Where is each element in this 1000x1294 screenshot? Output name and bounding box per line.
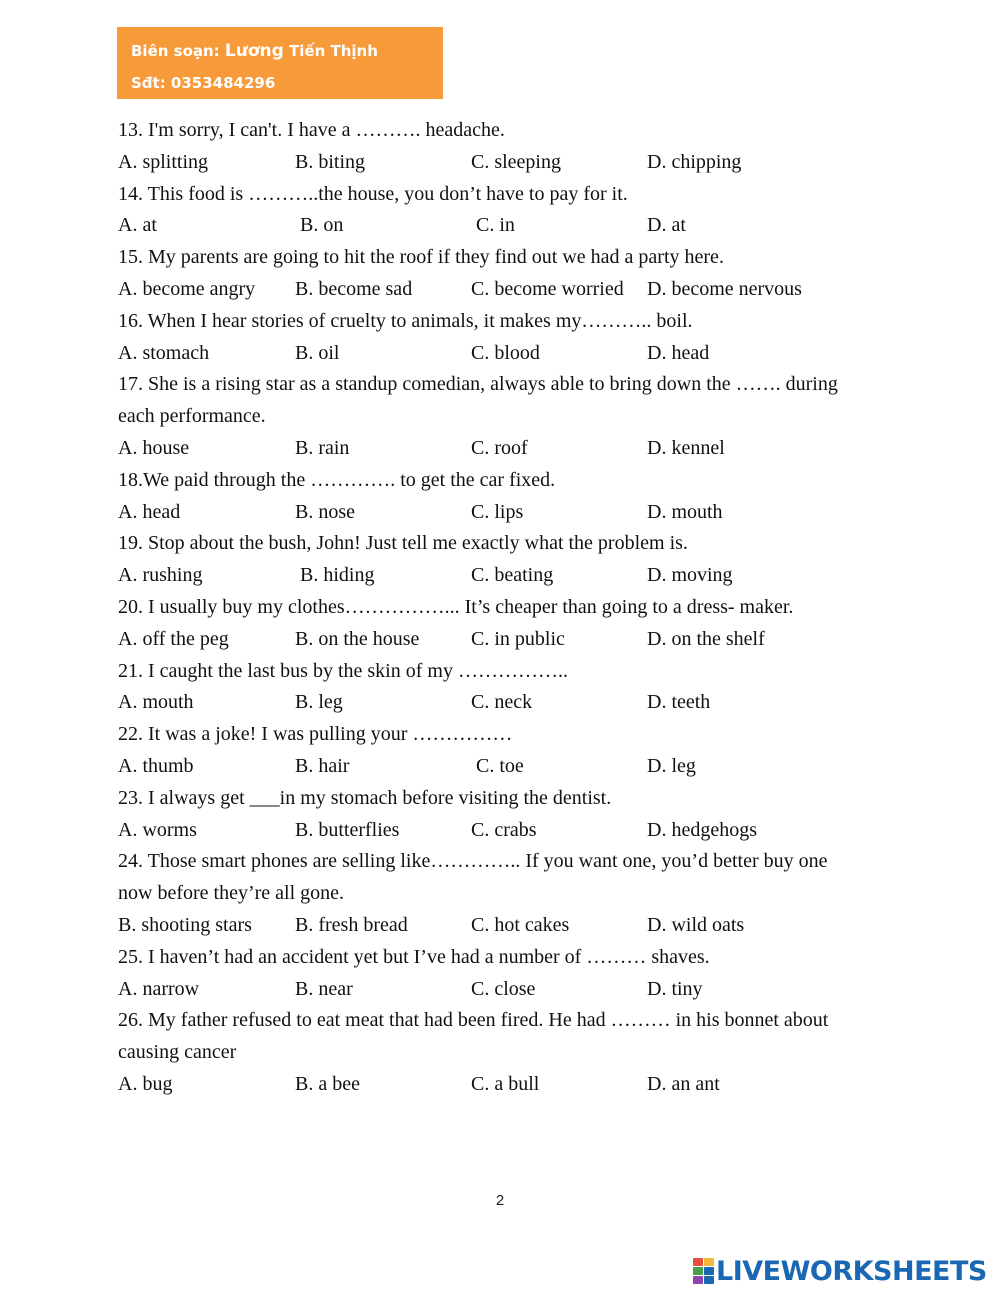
option-b[interactable]: B. biting [295,150,366,173]
page-number: 2 [495,1192,505,1209]
option-a[interactable]: A. rushing [118,564,203,587]
answer-options [118,338,908,370]
author-line [131,35,443,67]
option-b[interactable]: B. near [295,977,353,1000]
question-text: 19. Stop about the bush, John! Just tell me exactly what the problem is. [118,532,688,555]
answer-options [118,910,908,942]
option-a[interactable]: A. house [118,436,190,459]
option-a[interactable]: A. off the peg [118,627,229,650]
question-text-continued: causing cancer [118,1041,237,1064]
option-b[interactable]: B. rain [295,436,350,459]
option-d[interactable]: D. become nervous [647,277,802,300]
author-phone: Sđt: 0353484296 [131,74,276,92]
option-b[interactable]: B. nose [295,500,355,523]
option-b[interactable]: B. on [300,214,344,237]
question-text: 13. I'm sorry, I can't. I have a ………. headache. [118,119,505,141]
option-a[interactable]: A. mouth [118,691,194,714]
option-a[interactable]: A. head [118,500,181,523]
option-d[interactable]: D. kennel [647,436,725,459]
option-c[interactable]: C. become worried [471,277,624,300]
option-c[interactable]: C. beating [471,564,554,587]
option-a[interactable]: A. narrow [118,977,200,1000]
question-text: 15. My parents are going to hit the roof if they find out we had a party here. [118,246,724,269]
author-name-first: Lương [224,41,284,61]
liveworksheets-logo[interactable] [693,1256,987,1286]
question-text: 25. I haven’t had an accident yet but I’ve had a number of ……… shaves. [118,945,710,968]
option-c[interactable]: C. a bull [471,1072,540,1095]
question-text: 26. My father refused to eat meat that had been fired. He had ……… in his bonnet about [118,1009,829,1032]
option-a[interactable]: A. bug [118,1072,173,1095]
answer-options [118,497,908,529]
option-c[interactable]: C. in public [471,627,565,650]
question-text: 22. It was a joke! I was pulling your …………… [118,723,513,746]
question-text: 14. This food is ………..the house, you don’t have to pay for it. [118,182,628,205]
option-b[interactable]: B. become sad [295,277,413,300]
answer-options [118,210,908,242]
option-b[interactable]: B. fresh bread [295,913,408,936]
question-text: 18.We paid through the …………. to get the car fixed. [118,468,556,491]
option-c[interactable]: C. crabs [471,818,537,841]
option-d[interactable]: D. wild oats [647,913,745,936]
option-b[interactable]: B. on the house [295,627,420,650]
author-name-rest: Tiến Thịnh [283,42,378,60]
option-c[interactable]: C. toe [476,754,524,777]
liveworksheets-logo-text: LIVEWORKSHEETS [716,1255,987,1287]
option-d[interactable]: D. hedgehogs [647,818,757,841]
question-text: 23. I always get ___in my stomach before visiting the dentist. [118,786,612,809]
option-b[interactable]: B. oil [295,341,340,364]
option-d[interactable]: D. chipping [647,150,742,173]
answer-options [118,974,908,1006]
option-a[interactable]: B. shooting stars [118,913,252,936]
question-text-continued: each performance. [118,405,266,428]
question-text: 21. I caught the last bus by the skin of my …………….. [118,659,568,682]
author-prefix: Biên soạn: [131,42,225,60]
question-text-continued: now before they’re all gone. [118,882,345,905]
option-d[interactable]: D. at [647,214,686,237]
question-text: 17. She is a rising star as a standup comedian, always able to bring down the ……. during [118,373,838,396]
answer-options [118,274,908,306]
answer-options [118,147,908,179]
question-list [118,115,908,1101]
option-b[interactable]: B. butterflies [295,818,400,841]
answer-options [118,687,908,719]
option-b[interactable]: B. leg [295,691,343,714]
option-d[interactable]: D. on the shelf [647,627,765,650]
option-c[interactable]: C. neck [471,691,533,714]
option-b[interactable]: B. a bee [295,1072,360,1095]
option-d[interactable]: D. an ant [647,1072,720,1095]
option-c[interactable]: C. sleeping [471,150,561,173]
option-d[interactable]: D. mouth [647,500,723,523]
option-a[interactable]: A. become angry [118,277,256,300]
option-c[interactable]: C. lips [471,500,524,523]
option-a[interactable]: A. worms [118,818,197,841]
option-b[interactable]: B. hiding [300,564,375,587]
option-d[interactable]: D. moving [647,564,733,587]
option-c[interactable]: C. blood [471,341,540,364]
question-text: 24. Those smart phones are selling like………….. If you want one, you’d better buy one [118,850,828,873]
option-d[interactable]: D. tiny [647,977,703,1000]
answer-options [118,815,908,847]
option-b[interactable]: B. hair [295,754,350,777]
option-d[interactable]: D. head [647,341,710,364]
liveworksheets-logo-icon [693,1258,713,1284]
answer-options [118,1069,908,1101]
option-c[interactable]: C. roof [471,436,528,459]
option-d[interactable]: D. leg [647,754,696,777]
answer-options [118,560,908,592]
option-a[interactable]: A. thumb [118,754,194,777]
author-header-box [117,27,443,99]
answer-options [118,624,908,656]
option-c[interactable]: C. hot cakes [471,913,570,936]
question-text: 20. I usually buy my clothes……………... It’s cheaper than going to a dress- maker. [118,595,794,618]
option-c[interactable]: C. close [471,977,536,1000]
option-c[interactable]: C. in [476,214,515,237]
answer-options [118,433,908,465]
question-text: 16. When I hear stories of cruelty to animals, it makes my……….. boil. [118,309,693,332]
answer-options [118,751,908,783]
option-a[interactable]: A. splitting [118,150,209,173]
option-a[interactable]: A. at [118,214,157,237]
option-d[interactable]: D. teeth [647,691,711,714]
option-a[interactable]: A. stomach [118,341,210,364]
